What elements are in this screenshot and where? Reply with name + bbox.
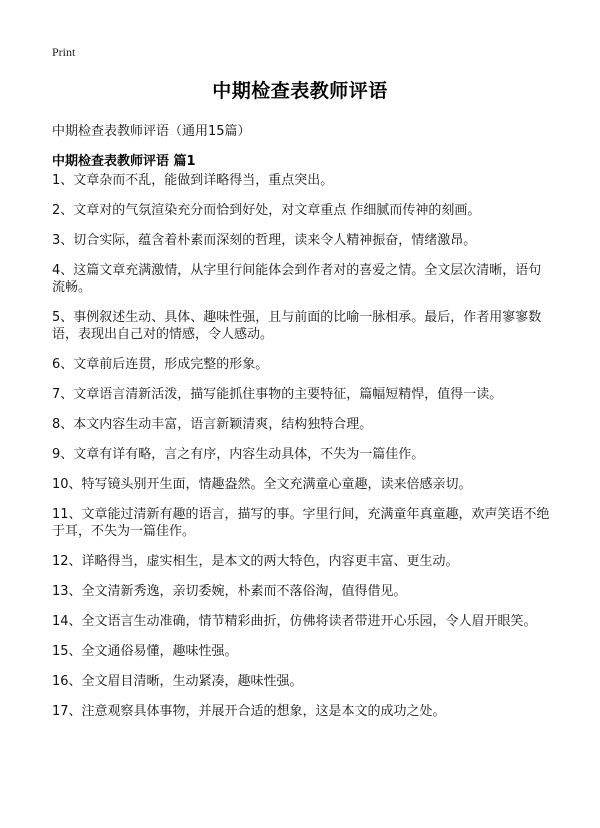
document-subtitle: 中期检查表教师评语（通用15篇） xyxy=(52,124,251,139)
section-heading: 中期检查表教师评语 篇1 xyxy=(52,154,196,169)
comment-list xyxy=(52,172,552,733)
list-item: 16、全文眉目清晰，生动紧凑，趣味性强。 xyxy=(52,674,303,689)
print-link[interactable]: Print xyxy=(52,45,76,59)
list-item: 15、全文通俗易懂，趣味性强。 xyxy=(52,644,238,659)
list-item: 7、文章语言清新活泼，描写能抓住事物的主要特征，篇幅短精悍，值得一读。 xyxy=(52,387,503,402)
list-item: 1、文章杂而不乱，能做到详略得当，重点突出。 xyxy=(52,173,334,188)
list-item: 5、事例叙述生动、具体、趣味性强，且与前面的比喻一脉相承。最后，作者用寥寥数语，表现出自己对的情感，令人感动。 xyxy=(52,310,542,342)
list-item: 17、注意观察具体事物，并展开合适的想象，这是本文的成功之处。 xyxy=(52,704,446,719)
list-item: 14、全文语言生动准确，情节精彩曲折，仿佛将读者带进开心乐园，令人眉开眼笑。 xyxy=(52,614,537,629)
page-title: 中期检查表教师评语 xyxy=(212,80,388,102)
list-item: 8、本文内容生动丰富，语言新颖清爽，结构独特合理。 xyxy=(52,417,373,432)
list-item: 2、文章对的气氛渲染充分而恰到好处，对文章重点 作细腻而传神的刻画。 xyxy=(52,203,481,218)
list-item: 6、文章前后连贯，形成完整的形象。 xyxy=(52,357,269,372)
list-item: 4、这篇文章充满激情，从字里行间能体会到作者对的喜爱之情。全文层次清晰，语句流畅。 xyxy=(52,263,542,295)
list-item: 10、特写镜头别开生面，情趣盎然。全文充满童心童趣，读来倍感亲切。 xyxy=(52,477,472,492)
list-item: 12、详略得当，虚实相生，是本文的两大特色，内容更丰富、更生动。 xyxy=(52,554,459,569)
list-item: 13、全文清新秀逸，亲切委婉，朴素而不落俗淘，值得借见。 xyxy=(52,584,407,599)
list-item: 3、切合实际，蕴含着朴素而深刻的哲理，读来令人精神振奋，情绪激昂。 xyxy=(52,233,477,248)
list-item: 9、文章有详有略，言之有序，内容生动具体，不失为一篇佳作。 xyxy=(52,447,425,462)
list-item: 11、文章能过清新有趣的语言，描写的事。字里行间，充满童年真童趣，欢声笑语不绝于耳，不失为一篇佳作。 xyxy=(52,507,550,539)
